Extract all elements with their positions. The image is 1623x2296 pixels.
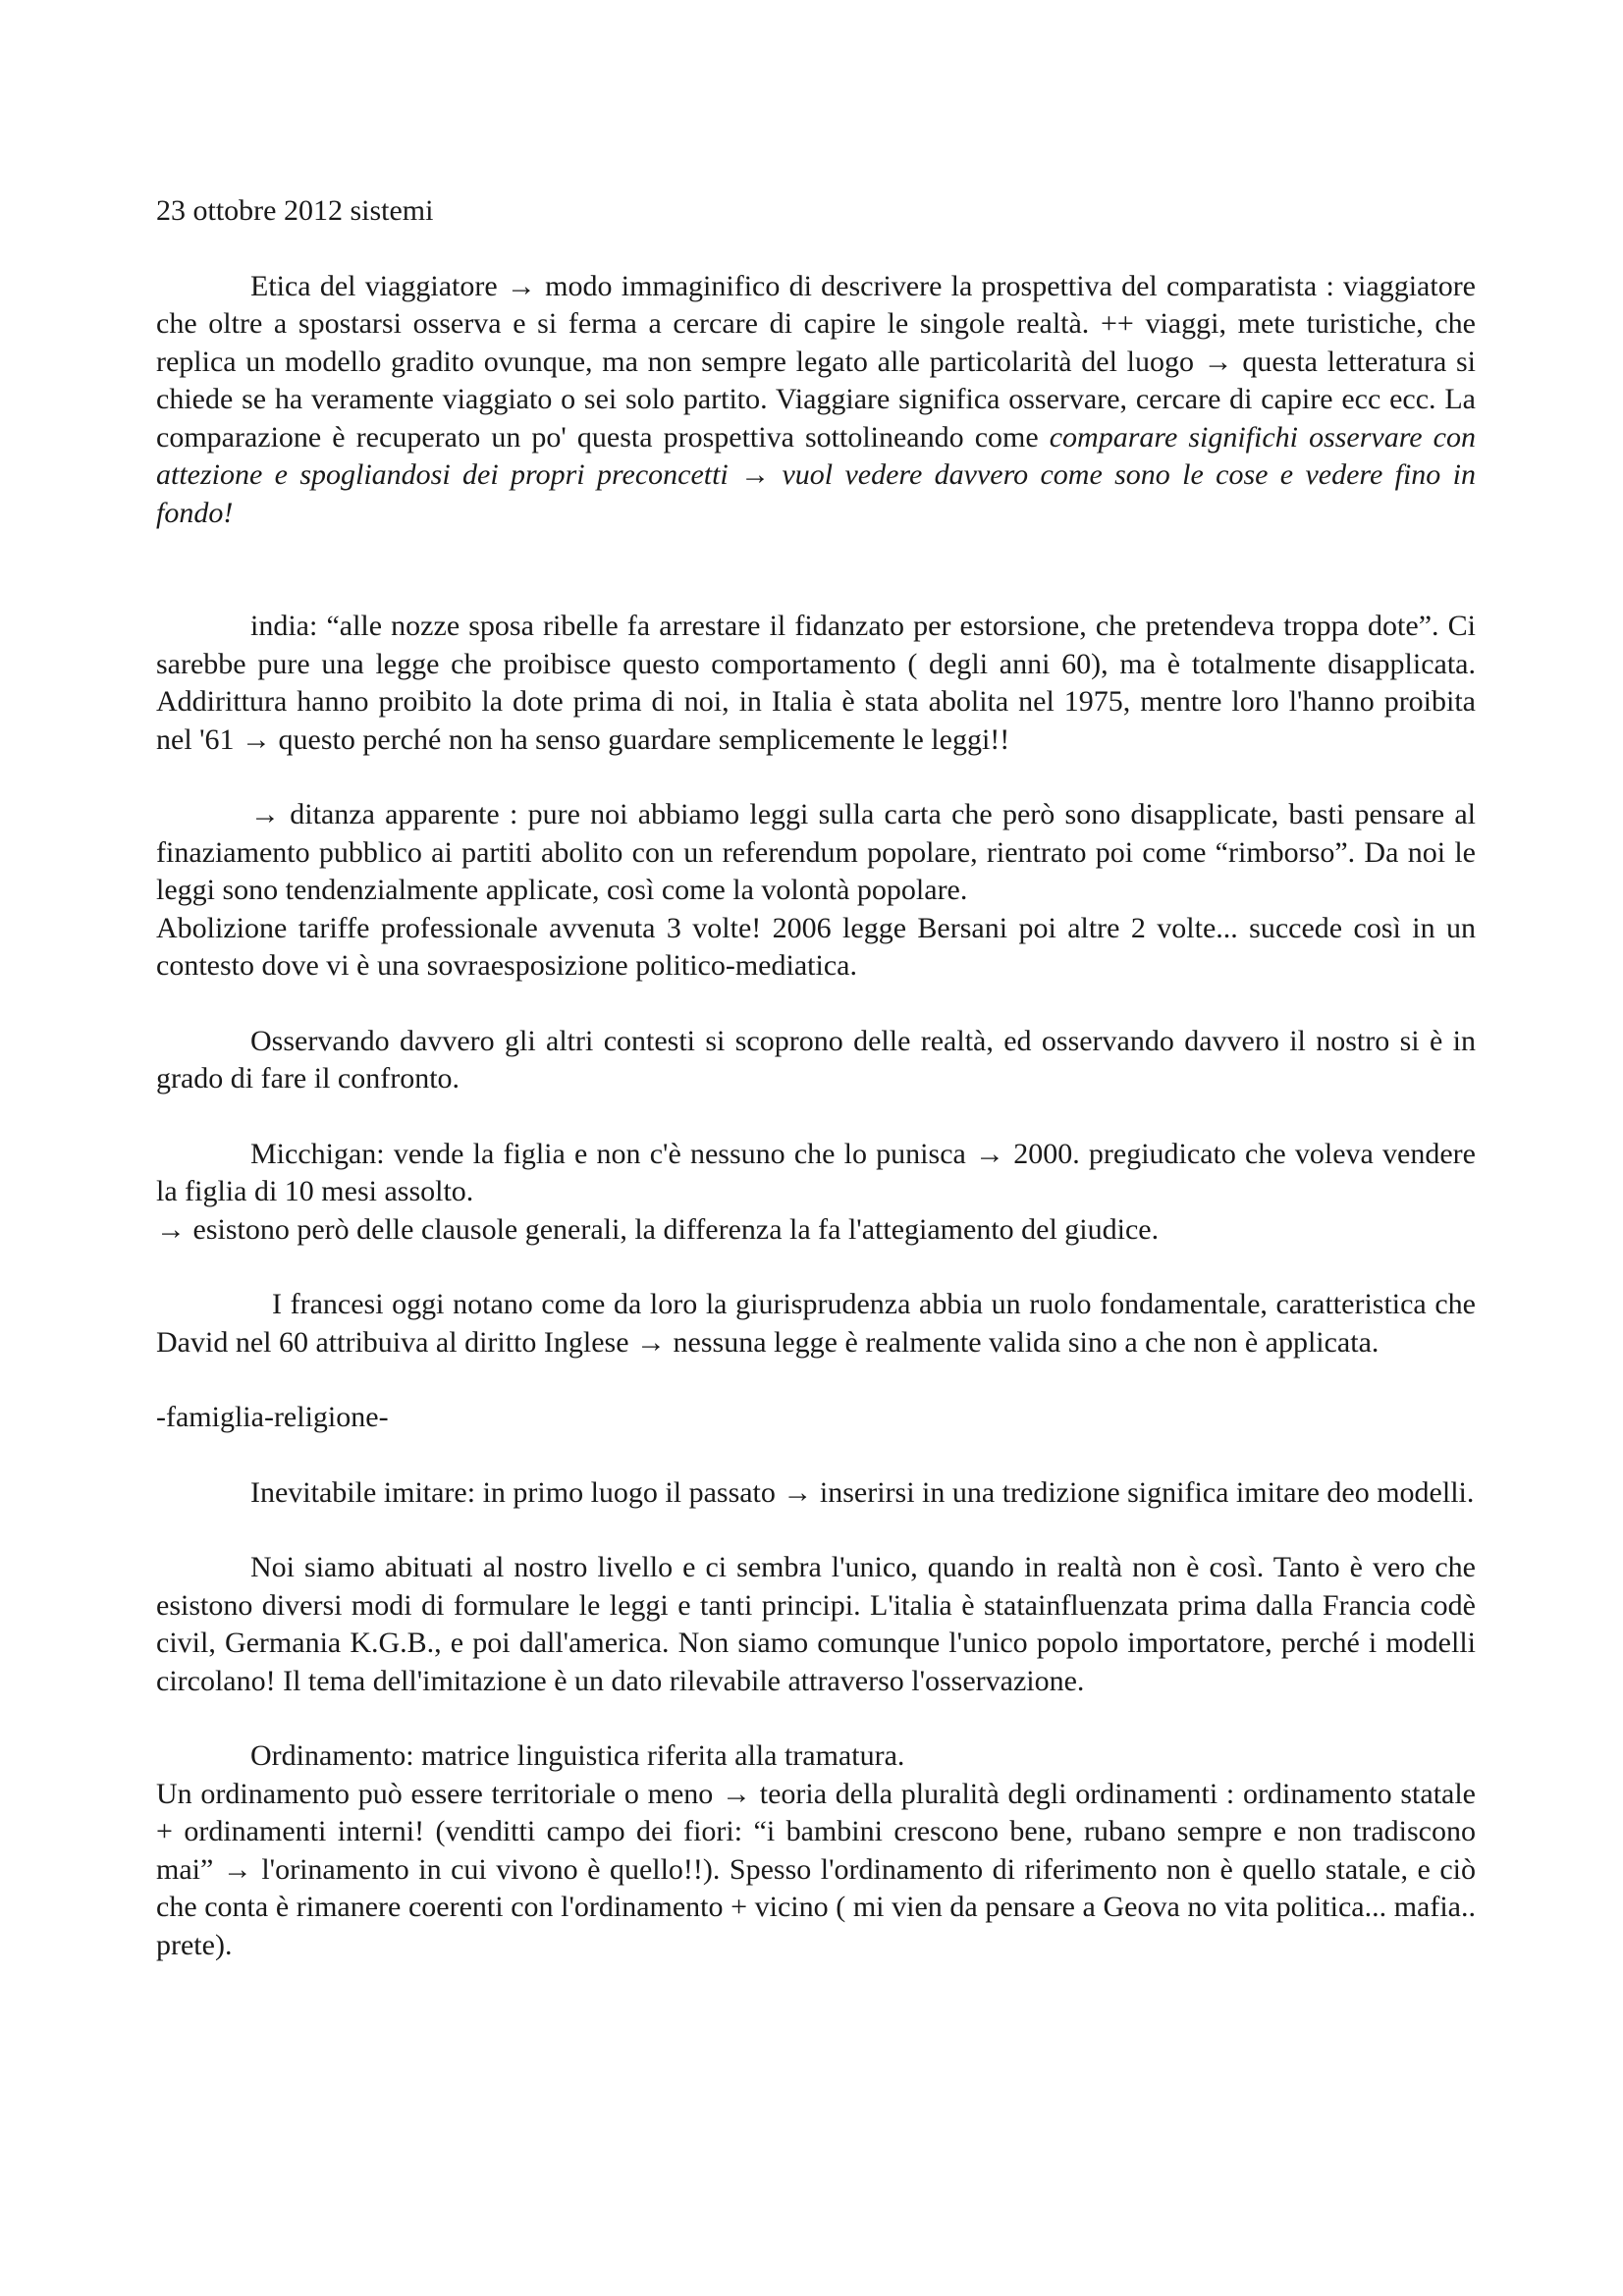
paragraph-francesi: I francesi oggi notano come da loro la giurisprudenza abbia un ruolo fondamentale, caratteristica che David nel 60 attribuiva al diritto Inglese → nessuna legge è realmente valida sino a che non è applicata. [156, 1288, 1476, 1359]
paragraph-micchigan: Micchigan: vende la figlia e non c'è nessuno che lo punisca → 2000. pregiudicato che voleva vendere la figlia di 10 mesi assolto. [156, 1137, 1476, 1207]
paragraph-etica-italic: comparare significhi osservare con attezione e spogliandosi dei propri preconcetti → vuol vedere davvero come sono le cose e vedere fino in fondo! [156, 420, 1476, 529]
paragraph-abolizione-tariffe: Abolizione tariffe professionale avvenuta 3 volte! 2006 legge Bersani poi altre 2 volte... succede così in un contesto dove vi è una sovraesposizione politico-mediatica. [156, 911, 1476, 982]
document-heading: 23 ottobre 2012 sistemi [156, 194, 434, 227]
paragraph-etica-text: Etica del viaggiatore → modo immaginifico di descrivere la prospettiva del comparatista : viaggiatore che oltre a spostarsi osserva e si ferma a cercare di capire le singole realtà. ++ viaggi, mete turistiche, che replica un modello gradito ovunque, ma non sempre legato alle particolarità del luogo → questa letteratura si chiede se ha veramente viaggiato o sei solo partito. Viaggiare significa osservare, cercare di capire ecc ecc. La comparazione è recuperato un po' questa prospettiva sottolineando come [156, 269, 1476, 454]
paragraph-ditanza-apparente: → ditanza apparente : pure noi abbiamo leggi sulla carta che però sono disapplicate, basti pensare al finaziamento pubblico ai partiti abolito con un referendum popolare, rientrato poi come “rimborso”. Da noi le leggi sono tendenzialmente applicate, così come la volontà popolare. [156, 798, 1476, 906]
paragraph-ordinamento: Ordinamento: matrice linguistica riferita alla tramatura. [250, 1739, 905, 1772]
paragraph-noi-siamo-abituati: Noi siamo abituati al nostro livello e ci sembra l'unico, quando in realtà non è così. Tanto è vero che esistono diversi modi di formulare le leggi e tanti principi. L'italia è statainfluenzata prima dalla Francia codè civil, Germania K.G.B., e poi dall'america. Non siamo comunque l'unico popolo importatore, perché i modelli circolano! Il tema dell'imitazione è un dato rilevabile attraverso l'osservazione. [156, 1551, 1476, 1697]
paragraph-inevitabile-imitare: Inevitabile imitare: in primo luogo il passato → inserirsi in una tredizione significa imitare deo modelli. [250, 1475, 1475, 1509]
paragraph-etica-viaggiatore [156, 268, 1476, 533]
paragraph-osservando: Osservando davvero gli altri contesti si scoprono delle realtà, ed osservando davvero il nostro si è in grado di fare il confronto. [156, 1024, 1476, 1095]
paragraph-pluralita-ordinamenti: Un ordinamento può essere territoriale o meno → teoria della pluralità degli ordinamenti : ordinamento statale + ordinamenti interni! (venditti campo dei fiori: “i bambini crescono bene, rubano sempre e non tradiscono mai” → l'orinamento in cui vivono è quello!!). Spesso l'ordinamento di riferimento non è quello statale, e ciò che conta è rimanere coerenti con l'ordinamento + vicino ( mi vien da pensare a Geova no vita politica... mafia.. prete). [156, 1777, 1476, 1961]
document-page [156, 192, 1476, 1964]
paragraph-india: india: “alle nozze sposa ribelle fa arrestare il fidanzato per estorsione, che pretendeva troppa dote”. Ci sarebbe pure una legge che proibisce questo comportamento ( degli anni 60), ma è totalmente disapplicata. Addirittura hanno proibito la dote prima di noi, in Italia è stata abolita nel 1975, mentre loro l'hanno proibita nel '61 → questo perché non ha senso guardare semplicemente le leggi!! [156, 610, 1476, 756]
paragraph-clausole-generali: → esistono però delle clausole generali, la differenza la fa l'attegiamento del giudice. [156, 1212, 1160, 1246]
section-label-famiglia-religione: -famiglia-religione- [156, 1401, 389, 1433]
